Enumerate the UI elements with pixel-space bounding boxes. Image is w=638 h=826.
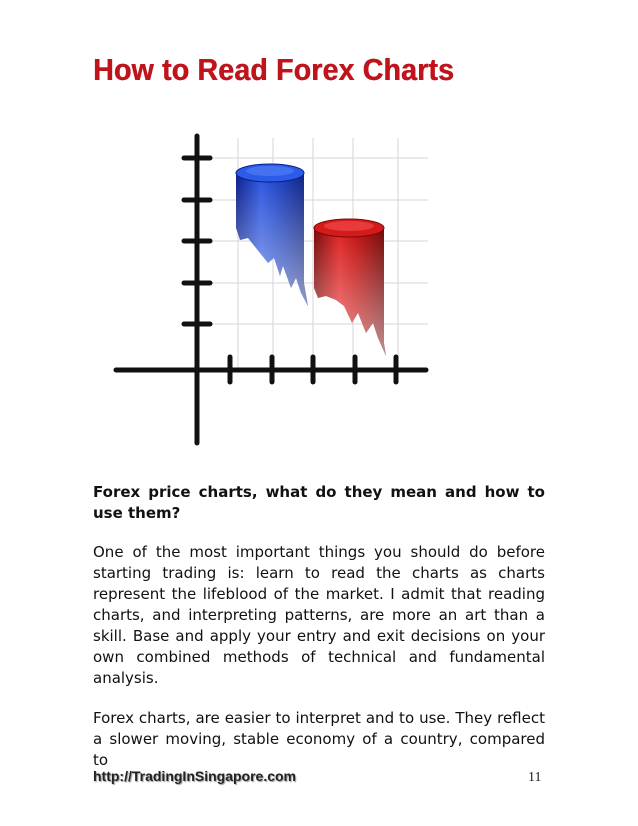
blue-bar-icon: [236, 164, 308, 306]
red-bar-icon: [314, 219, 386, 356]
grid-lines: [198, 138, 428, 368]
body-paragraph: Forex charts, are easier to interpret and to use. They reflect a slower moving, stable economy of a country, compared to: [93, 709, 545, 769]
page-number: 11: [528, 770, 542, 785]
footer-url: http://TradingInSingapore.com: [93, 768, 296, 784]
section-subheading: Forex price charts, what do they mean and how to use them?: [93, 483, 545, 522]
body-paragraph: One of the most important things you should do before starting trading is: learn to read the charts as charts represent the lifeblood of the market. I admit that reading charts, and interpreting patterns, are more an art than a skill. Base and apply your entry and exit decisions on your own combined methods of technical and fundamental analysis.: [93, 543, 545, 687]
chart-illustration-icon: [108, 128, 433, 450]
page-title: How to Read Forex Charts: [93, 52, 454, 87]
